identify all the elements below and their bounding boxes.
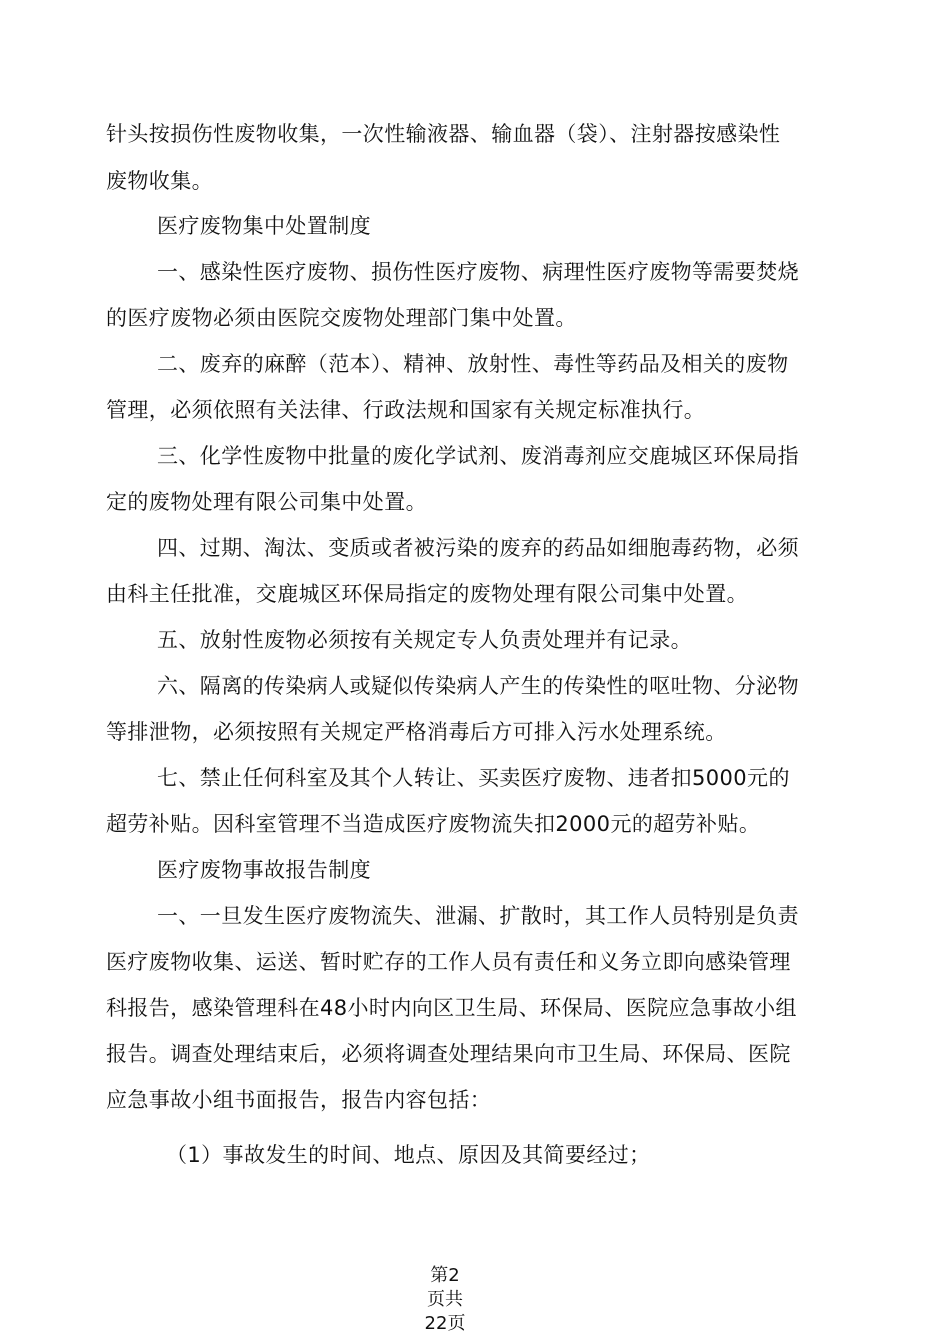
body-text-line: 应急事故小组书面报告，报告内容包括： (106, 1088, 492, 1112)
body-text-line: 六、隔离的传染病人或疑似传染病人产生的传染性的呕吐物、分泌物 (157, 674, 799, 698)
body-text-line: 二、废弃的麻醉（范本）、精神、放射性、毒性等药品及相关的废物 (157, 352, 789, 376)
body-text-line: 四、过期、淘汰、变质或者被污染的废弃的药品如细胞毒药物，必须 (157, 536, 799, 560)
list-item: （1）事故发生的时间、地点、原因及其简要经过； (166, 1143, 651, 1167)
body-text-line: 由科主任批准，交鹿城区环保局指定的废物处理有限公司集中处置。 (106, 582, 748, 606)
body-text-line: 超劳补贴。因科室管理不当造成医疗废物流失扣2000元的超劳补贴。 (106, 812, 761, 836)
page-number-line-1: 第2 (430, 1265, 460, 1286)
body-text-line: 的医疗废物必须由医院交废物处理部门集中处置。 (106, 306, 577, 330)
body-text-line: 一、感染性医疗废物、损伤性医疗废物、病理性医疗废物等需要焚烧 (157, 260, 799, 284)
body-text-line: 管理，必须依照有关法律、行政法规和国家有关规定标准执行。 (106, 398, 706, 422)
section-heading: 医疗废物事故报告制度 (157, 858, 371, 882)
body-text-line: 医疗废物收集、运送、暂时贮存的工作人员有责任和义务立即向感染管理 (106, 950, 791, 974)
body-text-line: 一、一旦发生医疗废物流失、泄漏、扩散时，其工作人员特别是负责 (157, 904, 799, 928)
body-text-line: 七、禁止任何科室及其个人转让、买卖医疗废物、违者扣5000元的 (157, 766, 790, 790)
body-text-line: 五、放射性废物必须按有关规定专人负责处理并有记录。 (157, 628, 692, 652)
body-text-line: 定的废物处理有限公司集中处置。 (106, 490, 427, 514)
body-text-line: 三、化学性废物中批量的废化学试剂、废消毒剂应交鹿城区环保局指 (157, 444, 799, 468)
body-text-line: 等排泄物，必须按照有关规定严格消毒后方可排入污水处理系统。 (106, 720, 727, 744)
body-text-line: 针头按损伤性废物收集，一次性输液器、输血器（袋）、注射器按感染性 (106, 122, 781, 146)
section-heading: 医疗废物集中处置制度 (157, 214, 371, 238)
page-number-line-3: 22页 (424, 1313, 466, 1334)
body-text-line: 科报告，感染管理科在48小时内向区卫生局、环保局、医院应急事故小组 (106, 996, 797, 1020)
body-text-line: 报告。调查处理结束后，必须将调查处理结果向市卫生局、环保局、医院 (106, 1042, 791, 1066)
page-number-line-2: 页共 (427, 1289, 463, 1310)
body-text-line: 废物收集。 (106, 169, 213, 193)
